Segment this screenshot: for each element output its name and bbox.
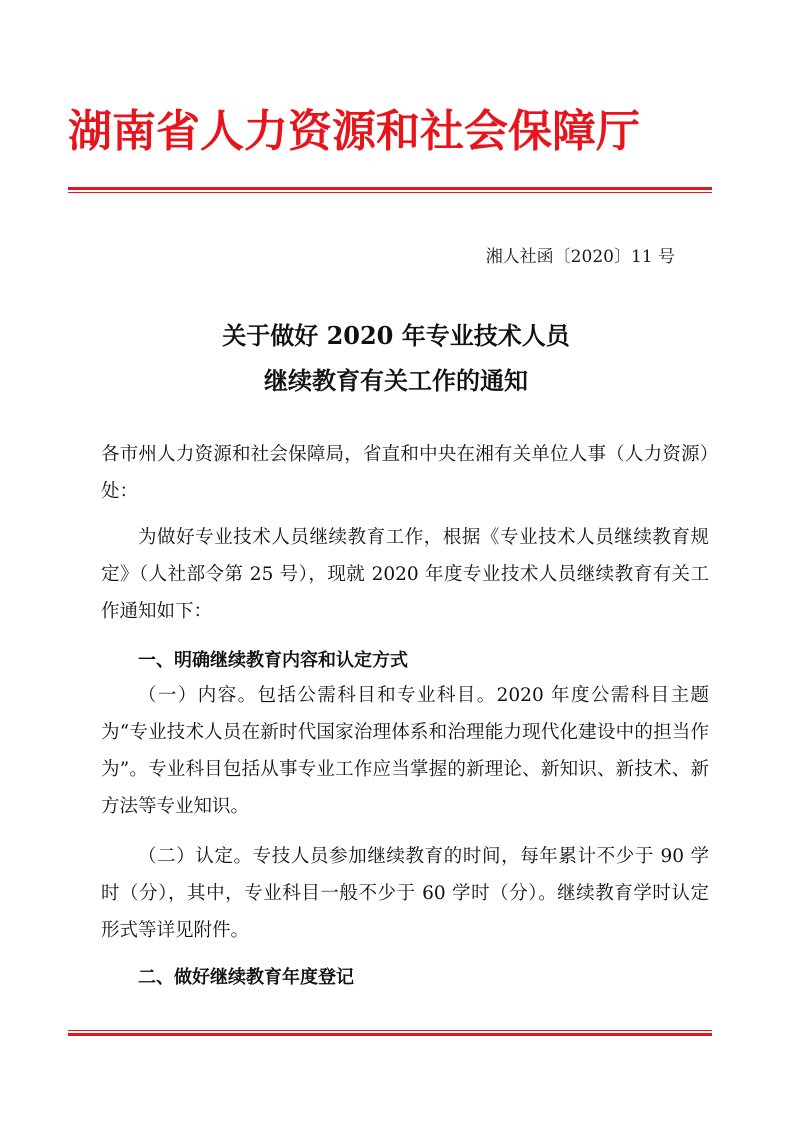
section-heading-1: 一、明确继续教育内容和认定方式 [138, 650, 408, 671]
footer-rule-thick [68, 1033, 712, 1036]
letterhead-org-name: 湖南省人力资源和社会保障厅 [68, 106, 640, 157]
document-title-line1: 关于做好 2020 年专业技术人员 [222, 321, 570, 350]
recognition-paragraph: （二）认定。专技人员参加继续教育的时间，每年累计不少于 90 学时（分），其中，专业科目一般不少于 60 学时（分）。继续教育学时认定形式等详见附件。 [101, 846, 709, 941]
section-heading-2: 二、做好继续教育年度登记 [138, 967, 354, 988]
letterhead-rule-thick [68, 187, 712, 190]
document-number: 湘人社函〔2020〕11 号 [485, 247, 675, 267]
content-paragraph: （一）内容。包括公需科目和专业科目。2020 年度公需科目主题为“专业技术人员在新时代国家治理体系和治理能力现代化建设中的担当作为”。专业科目包括从事专业工作应当掌握的新理论、新知识、新技术、新方法等专业知识。 [101, 685, 709, 817]
addressee-paragraph: 各市州人力资源和社会保障局，省直和中央在湘有关单位人事（人力资源）处： [101, 444, 709, 502]
letterhead-rule-thin [68, 192, 712, 193]
document-title-line2: 继续教育有关工作的通知 [264, 366, 528, 395]
intro-paragraph: 为做好专业技术人员继续教育工作，根据《专业技术人员继续教育规定》（人社部令第 25 号），现就 2020 年度专业技术人员继续教育有关工作通知如下： [101, 527, 709, 622]
footer-rule-thin [68, 1030, 712, 1031]
